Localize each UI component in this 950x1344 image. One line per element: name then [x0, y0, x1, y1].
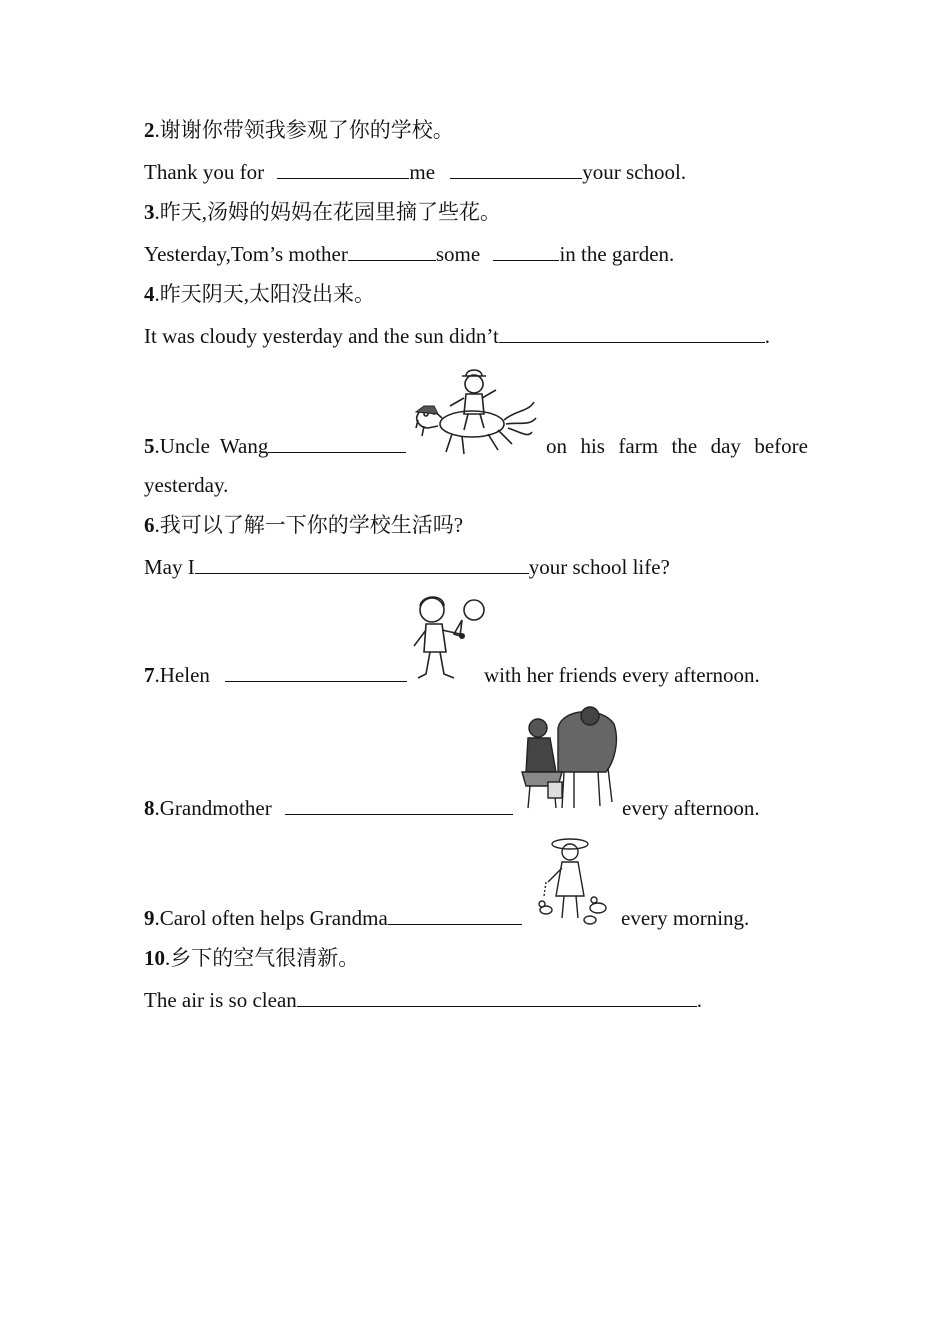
- sentence-text: day: [710, 434, 741, 458]
- sentence-text: some: [435, 242, 481, 266]
- sentence-text: yesterday.: [144, 473, 229, 497]
- sentence-text: the: [671, 434, 698, 458]
- item-6-chinese: [144, 511, 463, 539]
- chinese-sentence: .昨天,汤姆的妈妈在花园里摘了些花。: [154, 200, 501, 224]
- item-8-english-end: [622, 794, 760, 822]
- chinese-sentence: .谢谢你带领我参观了你的学校。: [154, 118, 454, 142]
- answer-blank[interactable]: [285, 794, 513, 815]
- sentence-text: with her friends every afternoon.: [484, 663, 760, 687]
- sentence-text: in the garden.: [559, 242, 675, 266]
- item-3-chinese: [144, 198, 501, 226]
- item-number: 10: [144, 946, 165, 970]
- sentence-text: your school.: [582, 160, 687, 184]
- sentence-text: May I: [144, 555, 195, 579]
- item-number: 6: [144, 513, 155, 537]
- answer-blank[interactable]: [499, 322, 765, 343]
- sentence-text: before: [754, 434, 808, 458]
- sentence-text: .Grandmother: [154, 796, 272, 820]
- sentence-text: every morning.: [621, 906, 750, 930]
- horse-riding-picture: [412, 362, 538, 458]
- sentence-text: .Helen: [154, 663, 210, 687]
- milking-cow-picture: [518, 702, 622, 812]
- sentence-text: .: [696, 988, 703, 1012]
- item-7-english: [144, 661, 407, 689]
- item-6-english: [144, 553, 670, 581]
- item-number: 8: [144, 796, 155, 820]
- answer-blank[interactable]: [450, 158, 582, 179]
- item-number: 9: [144, 906, 155, 930]
- chinese-sentence: .昨天阴天,太阳没出来。: [154, 282, 375, 306]
- item-5-english-end: [546, 432, 808, 460]
- sentence-text: .Uncle: [154, 434, 210, 458]
- item-number: 2: [144, 118, 155, 142]
- sentence-text: his: [580, 434, 605, 458]
- sentence-text: Wang: [219, 434, 269, 458]
- item-number: 5: [144, 434, 155, 458]
- answer-blank[interactable]: [268, 432, 406, 453]
- answer-blank[interactable]: [225, 661, 407, 682]
- item-7-english-end: [484, 661, 760, 689]
- item-8-english: [144, 794, 513, 822]
- answer-blank[interactable]: [277, 158, 409, 179]
- answer-blank[interactable]: [388, 904, 522, 925]
- item-3-english: [144, 240, 674, 268]
- sentence-text: Thank you for: [144, 160, 265, 184]
- feeding-ducks-picture: [532, 834, 612, 930]
- sentence-text: me: [409, 160, 436, 184]
- sentence-text: .Carol often helps Grandma: [154, 906, 388, 930]
- sentence-text: .: [764, 324, 771, 348]
- sentence-text: The air is so clean: [144, 988, 297, 1012]
- item-2-chinese: [144, 116, 454, 144]
- item-5-english-start: [144, 432, 406, 460]
- item-10-english: [144, 986, 702, 1014]
- chinese-sentence: .乡下的空气很清新。: [165, 946, 360, 970]
- item-number: 4: [144, 282, 155, 306]
- sentence-text: every afternoon.: [622, 796, 760, 820]
- item-number: 3: [144, 200, 155, 224]
- item-number: 7: [144, 663, 155, 687]
- item-9-english-end: [621, 904, 749, 932]
- item-10-chinese: [144, 944, 359, 972]
- answer-blank[interactable]: [493, 240, 559, 261]
- item-2-english: [144, 158, 686, 186]
- answer-blank[interactable]: [348, 240, 436, 261]
- sentence-text: on: [546, 434, 567, 458]
- item-5-english-wrap: [144, 471, 228, 499]
- sentence-text: Yesterday,Tom’s mother: [144, 242, 348, 266]
- sentence-text: your school life?: [528, 555, 670, 579]
- item-4-english: [144, 322, 770, 350]
- ping-pong-picture: [404, 590, 490, 686]
- item-4-chinese: [144, 280, 375, 308]
- chinese-sentence: .我可以了解一下你的学校生活吗?: [154, 513, 464, 537]
- item-9-english: [144, 904, 522, 932]
- sentence-text: It was cloudy yesterday and the sun didn’t: [144, 324, 499, 348]
- answer-blank[interactable]: [195, 553, 529, 574]
- sentence-text: farm: [618, 434, 659, 458]
- answer-blank[interactable]: [297, 986, 697, 1007]
